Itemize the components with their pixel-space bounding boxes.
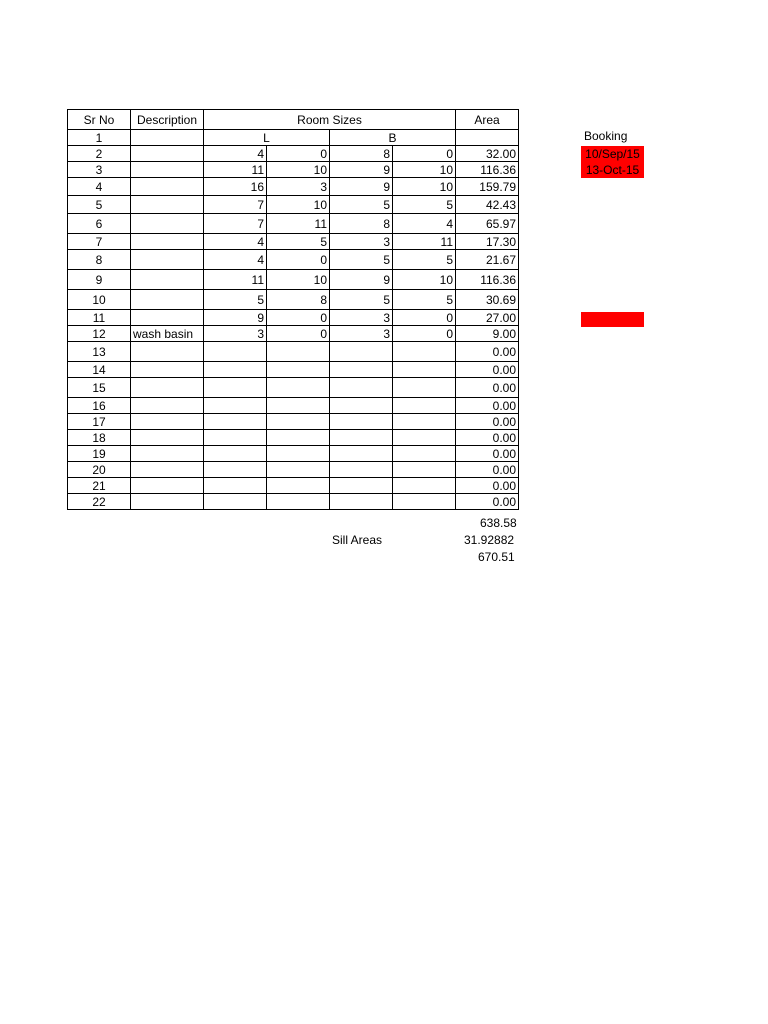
table-row [68, 178, 519, 196]
cell-breadth-in[interactable]: 4 [393, 214, 456, 234]
table-row [68, 310, 519, 326]
cell-length-ft[interactable]: 7 [204, 214, 267, 234]
cell-area[interactable]: 0.00 [456, 362, 519, 378]
cell-area[interactable]: 42.43 [456, 196, 519, 214]
cell-area[interactable]: 0.00 [456, 398, 519, 414]
cell-breadth-ft[interactable]: 9 [330, 162, 393, 178]
subheader-description-cell[interactable] [131, 130, 204, 146]
cell-description[interactable] [131, 446, 204, 462]
cell-breadth-ft[interactable] [330, 494, 393, 510]
cell-length-ft[interactable]: 16 [204, 178, 267, 196]
cell-length-in[interactable]: 0 [267, 250, 330, 270]
cell-breadth-in[interactable]: 5 [393, 250, 456, 270]
cell-area[interactable]: 30.69 [456, 290, 519, 310]
header-description[interactable]: Description [131, 110, 204, 130]
cell-breadth-ft[interactable] [330, 362, 393, 378]
cell-description[interactable] [131, 430, 204, 446]
cell-breadth-ft[interactable] [330, 430, 393, 446]
cell-length-in[interactable] [267, 414, 330, 430]
table-row [68, 462, 519, 478]
cell-description[interactable] [131, 270, 204, 290]
cell-breadth-in[interactable]: 0 [393, 146, 456, 162]
cell-sr-no[interactable]: 20 [68, 462, 131, 478]
cell-breadth-in[interactable] [393, 362, 456, 378]
cell-length-ft[interactable] [204, 430, 267, 446]
cell-breadth-ft[interactable]: 8 [330, 214, 393, 234]
subheader-area-cell[interactable] [456, 130, 519, 146]
cell-length-in[interactable]: 8 [267, 290, 330, 310]
cell-area[interactable]: 0.00 [456, 478, 519, 494]
cell-breadth-ft[interactable] [330, 414, 393, 430]
table-row [68, 162, 519, 178]
cell-description[interactable] [131, 310, 204, 326]
subtotal-area: 638.58 [480, 516, 517, 530]
table-row [68, 414, 519, 430]
booking-date-1[interactable]: 10/Sep/15 [581, 146, 644, 162]
table-row [68, 196, 519, 214]
cell-description[interactable] [131, 342, 204, 362]
cell-area[interactable]: 116.36 [456, 162, 519, 178]
cell-breadth-ft[interactable] [330, 378, 393, 398]
cell-length-ft[interactable] [204, 478, 267, 494]
cell-sr-no[interactable]: 15 [68, 378, 131, 398]
room-area-table [67, 109, 519, 510]
cell-sr-no[interactable]: 12 [68, 326, 131, 342]
cell-length-in[interactable] [267, 478, 330, 494]
cell-breadth-in[interactable]: 5 [393, 290, 456, 310]
cell-sr-no[interactable]: 11 [68, 310, 131, 326]
cell-description[interactable] [131, 234, 204, 250]
cell-breadth-in[interactable] [393, 446, 456, 462]
header-area[interactable]: Area [456, 110, 519, 130]
cell-length-in[interactable]: 11 [267, 214, 330, 234]
cell-length-ft[interactable]: 3 [204, 326, 267, 342]
cell-area[interactable]: 0.00 [456, 430, 519, 446]
cell-length-ft[interactable]: 7 [204, 196, 267, 214]
cell-sr-no[interactable]: 8 [68, 250, 131, 270]
cell-breadth-in[interactable]: 5 [393, 196, 456, 214]
cell-sr-no[interactable]: 21 [68, 478, 131, 494]
table-row [68, 478, 519, 494]
cell-length-ft[interactable]: 11 [204, 270, 267, 290]
table-row [68, 398, 519, 414]
table-row [68, 270, 519, 290]
cell-sr-no[interactable]: 18 [68, 430, 131, 446]
subheader-breadth[interactable]: B [330, 130, 456, 146]
cell-sr-no[interactable]: 4 [68, 178, 131, 196]
cell-length-in[interactable] [267, 462, 330, 478]
cell-length-in[interactable]: 3 [267, 178, 330, 196]
cell-length-ft[interactable] [204, 342, 267, 362]
cell-breadth-ft[interactable]: 3 [330, 310, 393, 326]
table-row [68, 494, 519, 510]
header-sr-no[interactable]: Sr No [68, 110, 131, 130]
cell-description[interactable] [131, 290, 204, 310]
cell-length-ft[interactable]: 4 [204, 146, 267, 162]
cell-sr-no[interactable]: 5 [68, 196, 131, 214]
cell-area[interactable]: 17.30 [456, 234, 519, 250]
sill-areas-value: 31.92882 [464, 533, 515, 547]
grand-total-area: 670.51 [478, 550, 515, 564]
cell-length-ft[interactable] [204, 414, 267, 430]
cell-description[interactable] [131, 162, 204, 178]
table-row [68, 234, 519, 250]
cell-length-in[interactable] [267, 446, 330, 462]
cell-description[interactable] [131, 378, 204, 398]
cell-description[interactable] [131, 462, 204, 478]
sill-areas-label: Sill Areas [332, 533, 383, 547]
header-room-sizes[interactable]: Room Sizes [204, 110, 456, 130]
booking-label: Booking [584, 129, 628, 143]
cell-breadth-ft[interactable] [330, 398, 393, 414]
cell-sr-no[interactable]: 2 [68, 146, 131, 162]
cell-description[interactable] [131, 362, 204, 378]
highlighted-empty-cell[interactable] [581, 312, 644, 327]
cell-length-in[interactable]: 0 [267, 326, 330, 342]
cell-breadth-in[interactable]: 0 [393, 326, 456, 342]
table-row [68, 290, 519, 310]
cell-area[interactable]: 9.00 [456, 326, 519, 342]
cell-sr-no[interactable]: 19 [68, 446, 131, 462]
table-row [68, 378, 519, 398]
cell-area[interactable]: 27.00 [456, 310, 519, 326]
cell-breadth-in[interactable]: 10 [393, 162, 456, 178]
cell-sr-no[interactable]: 14 [68, 362, 131, 378]
cell-breadth-ft[interactable] [330, 446, 393, 462]
cell-breadth-in[interactable] [393, 494, 456, 510]
cell-breadth-ft[interactable]: 5 [330, 196, 393, 214]
subheader-sr[interactable]: 1 [68, 130, 131, 146]
cell-length-in[interactable] [267, 378, 330, 398]
cell-breadth-in[interactable]: 11 [393, 234, 456, 250]
cell-breadth-ft[interactable] [330, 462, 393, 478]
cell-area[interactable]: 0.00 [456, 494, 519, 510]
cell-description[interactable] [131, 250, 204, 270]
cell-description[interactable] [131, 494, 204, 510]
subheader-length[interactable]: L [204, 130, 330, 146]
cell-area[interactable]: 0.00 [456, 378, 519, 398]
cell-description[interactable] [131, 146, 204, 162]
cell-description[interactable] [131, 398, 204, 414]
table-row [68, 430, 519, 446]
cell-breadth-in[interactable] [393, 414, 456, 430]
cell-description[interactable] [131, 214, 204, 234]
cell-area[interactable]: 0.00 [456, 342, 519, 362]
booking-date-2[interactable]: 13-Oct-15 [581, 162, 644, 178]
cell-area[interactable]: 116.36 [456, 270, 519, 290]
cell-length-ft[interactable] [204, 378, 267, 398]
table-row [68, 362, 519, 378]
cell-sr-no[interactable]: 17 [68, 414, 131, 430]
cell-breadth-in[interactable]: 10 [393, 178, 456, 196]
cell-breadth-ft[interactable]: 3 [330, 326, 393, 342]
cell-length-ft[interactable] [204, 462, 267, 478]
cell-length-in[interactable]: 0 [267, 310, 330, 326]
cell-breadth-ft[interactable]: 8 [330, 146, 393, 162]
table-row [68, 250, 519, 270]
cell-area[interactable]: 32.00 [456, 146, 519, 162]
cell-length-in[interactable] [267, 342, 330, 362]
cell-breadth-in[interactable]: 10 [393, 270, 456, 290]
table-row [68, 446, 519, 462]
cell-length-ft[interactable] [204, 362, 267, 378]
cell-length-ft[interactable] [204, 398, 267, 414]
cell-sr-no[interactable]: 6 [68, 214, 131, 234]
cell-breadth-ft[interactable]: 5 [330, 290, 393, 310]
cell-length-in[interactable]: 5 [267, 234, 330, 250]
cell-description[interactable]: wash basin [131, 326, 204, 342]
cell-length-in[interactable] [267, 494, 330, 510]
cell-sr-no[interactable]: 9 [68, 270, 131, 290]
cell-sr-no[interactable]: 16 [68, 398, 131, 414]
cell-breadth-in[interactable] [393, 378, 456, 398]
cell-breadth-ft[interactable]: 3 [330, 234, 393, 250]
cell-area[interactable]: 0.00 [456, 462, 519, 478]
cell-length-ft[interactable]: 11 [204, 162, 267, 178]
cell-description[interactable] [131, 178, 204, 196]
cell-length-in[interactable]: 0 [267, 146, 330, 162]
cell-breadth-ft[interactable] [330, 342, 393, 362]
table-row [68, 146, 519, 162]
cell-area[interactable]: 65.97 [456, 214, 519, 234]
cell-sr-no[interactable]: 13 [68, 342, 131, 362]
table-row [68, 326, 519, 342]
cell-breadth-in[interactable] [393, 462, 456, 478]
cell-length-in[interactable]: 10 [267, 196, 330, 214]
cell-breadth-ft[interactable]: 9 [330, 178, 393, 196]
cell-breadth-in[interactable] [393, 342, 456, 362]
cell-sr-no[interactable]: 7 [68, 234, 131, 250]
cell-sr-no[interactable]: 10 [68, 290, 131, 310]
cell-breadth-ft[interactable] [330, 478, 393, 494]
cell-description[interactable] [131, 478, 204, 494]
cell-length-ft[interactable] [204, 494, 267, 510]
cell-length-in[interactable] [267, 398, 330, 414]
cell-length-in[interactable]: 10 [267, 270, 330, 290]
cell-sr-no[interactable]: 3 [68, 162, 131, 178]
table-row [68, 214, 519, 234]
cell-area[interactable]: 21.67 [456, 250, 519, 270]
cell-length-ft[interactable]: 5 [204, 290, 267, 310]
cell-length-ft[interactable] [204, 446, 267, 462]
cell-length-in[interactable] [267, 362, 330, 378]
cell-breadth-in[interactable] [393, 398, 456, 414]
cell-breadth-in[interactable] [393, 478, 456, 494]
cell-area[interactable]: 159.79 [456, 178, 519, 196]
cell-length-ft[interactable]: 4 [204, 250, 267, 270]
cell-length-ft[interactable]: 4 [204, 234, 267, 250]
cell-description[interactable] [131, 196, 204, 214]
cell-sr-no[interactable]: 22 [68, 494, 131, 510]
cell-area[interactable]: 0.00 [456, 414, 519, 430]
cell-breadth-ft[interactable]: 5 [330, 250, 393, 270]
cell-breadth-ft[interactable]: 9 [330, 270, 393, 290]
table-row [68, 342, 519, 362]
cell-length-in[interactable]: 10 [267, 162, 330, 178]
cell-breadth-in[interactable] [393, 430, 456, 446]
cell-length-ft[interactable]: 9 [204, 310, 267, 326]
cell-length-in[interactable] [267, 430, 330, 446]
cell-area[interactable]: 0.00 [456, 446, 519, 462]
cell-description[interactable] [131, 414, 204, 430]
cell-breadth-in[interactable]: 0 [393, 310, 456, 326]
